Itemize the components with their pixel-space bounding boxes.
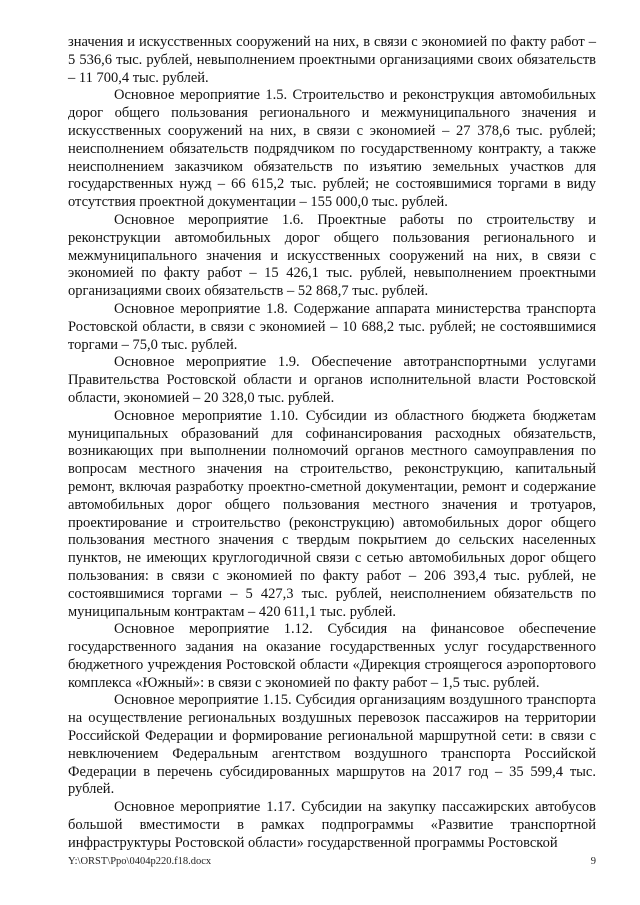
paragraph-measure-1-5: Основное мероприятие 1.5. Строительство и реконструкция автомобильных дорог общего пользования регионального и межмуниципального значения и искусственных сооружений на них, в связи с экономией – 27 378,6 тыс. рублей; неисполнением обязательств подрядчиком по государственному контракту, а также неисполнением заказчиком обязательств по изъятию земельных участков для государственных нужд – 66 615,2 тыс. рублей; не состоявшимися торгами в виду отсутствия проектной документации – 155 000,0 тыс. рублей.: [68, 87, 596, 211]
page-number: 9: [590, 856, 596, 867]
document-body: [68, 34, 596, 853]
paragraph-measure-1-10: Основное мероприятие 1.10. Субсидии из областного бюджета бюджетам муниципальных образований для софинансирования расходных обязательств, возникающих при выполнении полномочий органов местного самоуправления по вопросам местного значения на строительство, реконструкцию, капитальный ремонт, включая разработку проектно-сметной документации, ремонт и содержание автомобильных дорог общего пользования местного значения и тротуаров, проектирование и строительство (реконструкцию) автомобильных дорог общего пользования местного значения с твердым покрытием до сельских населенных пунктов, не имеющих круглогодичной связи с сетью автомобильных дорог общего пользования: в связи с экономией по факту работ – 206 393,4 тыс. рублей, не состоявшимися торгами – 5 427,3 тыс. рублей, неисполнением обязательств по муниципальным контрактам – 420 611,1 тыс. рублей.: [68, 407, 596, 620]
paragraph-continuation: значения и искусственных сооружений на них, в связи с экономией по факту работ – 5 536,6 тыс. рублей, невыполнением проектными организациями своих обязательств – 11 700,4 тыс. рублей.: [68, 34, 596, 86]
footer-file-path: Y:\ORST\Ppo\0404p220.f18.docx: [68, 856, 212, 867]
page-footer: [68, 856, 596, 867]
paragraph-measure-1-8: Основное мероприятие 1.8. Содержание аппарата министерства транспорта Ростовской области, в связи с экономией – 10 688,2 тыс. рублей; не состоявшимися торгами – 75,0 тыс. рублей.: [68, 300, 596, 353]
paragraph-measure-1-15: Основное мероприятие 1.15. Субсидия организациям воздушного транспорта на осуществление региональных воздушных перевозок пассажиров на территории Российской Федерации и формирование региональной маршрутной сети: в связи с невключением Федеральным агентством воздушного транспорта Российской Федерации в перечень субсидированных маршрутов на 2017 год – 35 599,4 тыс. рублей.: [68, 692, 596, 798]
paragraph-measure-1-17: Основное мероприятие 1.17. Субсидии на закупку пассажирских автобусов большой вместимости в рамках подпрограммы «Развитие транспортной инфраструктуры Ростовской области» государственной программы Ростовской: [68, 799, 596, 851]
paragraph-measure-1-9: Основное мероприятие 1.9. Обеспечение автотранспортными услугами Правительства Ростовской области и органов исполнительной власти Ростовской области, экономией – 20 328,0 тыс. рублей.: [68, 354, 596, 406]
paragraph-measure-1-6: Основное мероприятие 1.6. Проектные работы по строительству и реконструкции автомобильных дорог общего пользования регионального и межмуниципального значения и искусственных сооружений на них, в связи с экономией по факту работ – 15 426,1 тыс. рублей, невыполнением проектными организациями своих обязательств – 52 868,7 тыс. рублей.: [68, 211, 596, 300]
paragraph-measure-1-12: Основное мероприятие 1.12. Субсидия на финансовое обеспечение государственного задания на оказание государственных услуг государственного бюджетного учреждения Ростовской области «Дирекция строящегося аэропортового комплекса «Южный»: в связи с экономией по факту работ – 1,5 тыс. рублей.: [68, 621, 596, 691]
